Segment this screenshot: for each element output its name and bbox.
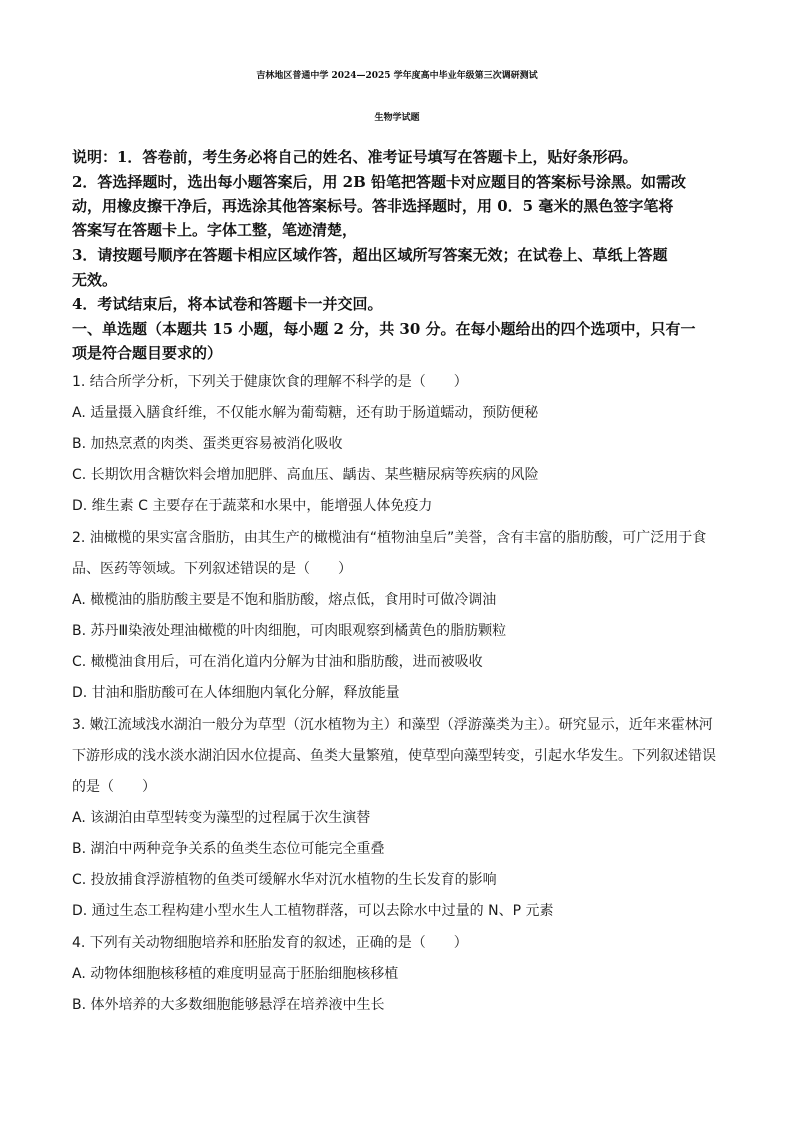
question-stem: 4. 下列有关动物细胞培养和胚胎发育的叙述，正确的是（ ） [72,935,468,951]
question-stem: 1. 结合所学分析，下列关于健康饮食的理解不科学的是（ ） [72,374,468,390]
question-option: B. 加热烹煮的肉类、蛋类更容易被消化吸收 [72,436,343,452]
question-option: B. 体外培养的大多数细胞能够悬浮在培养液中生长 [72,997,385,1013]
instruction-line: 答案写在答题卡上。字体工整，笔迹清楚， [72,221,358,239]
question-option: D. 维生素 C 主要存在于蔬菜和水果中，能增强人体免疫力 [72,498,433,514]
section-heading: 一、单选题（本题共 15 小题，每小题 2 分，共 30 分。在每小题给出的四个选项中，只有一 [72,320,696,338]
question-stem: 2. 油橄榄的果实富含脂肪，由其生产的橄榄油有“植物油皇后”美誉，含有丰富的脂肪酸，可广泛用于食 [72,530,707,546]
question-stem: 3. 嫩江流域浅水湖泊一般分为草型（沉水植物为主）和藻型（浮游藻类为主）。研究显示，近年来霍林河 [72,717,713,733]
question-option: B. 湖泊中两种竞争关系的鱼类生态位可能完全重叠 [72,841,385,857]
question-option: B. 苏丹Ⅲ染液处理油橄榄的叶肉细胞，可肉眼观察到橘黄色的脂肪颗粒 [72,623,507,639]
instruction-line: 3．请按题号顺序在答题卡相应区域作答，超出区域所写答案无效；在试卷上、草纸上答题 [72,246,668,264]
question-option: D. 通过生态工程构建小型水生人工植物群落，可以去除水中过量的 N、P 元素 [72,903,554,919]
question-option: C. 投放捕食浮游植物的鱼类可缓解水华对沉水植物的生长发育的影响 [72,872,497,888]
instruction-line: 说明：1．答卷前，考生务必将自己的姓名、准考证号填写在答题卡上，贴好条形码。 [72,148,638,166]
question-stem: 的是（ ） [72,779,156,795]
instruction-line: 动，用橡皮擦干净后，再选涂其他答案标号。答非选择题时，用 0．5 毫米的黑色签字笔将 [72,197,674,215]
instruction-line: 2．答选择题时，选出每小题答案后，用 2B 铅笔把答题卡对应题目的答案标号涂黑。如需改 [72,173,687,191]
question-option: A. 橄榄油的脂肪酸主要是不饱和脂肪酸，熔点低，食用时可做冷调油 [72,592,497,608]
question-option: A. 适量摄入膳食纤维，不仅能水解为葡萄糖，还有助于肠道蠕动，预防便秘 [72,405,539,421]
question-stem: 品、医药等领域。下列叙述错误的是（ ） [72,561,352,577]
question-option: C. 长期饮用含糖饮料会增加肥胖、高血压、龋齿、某些糖尿病等疾病的风险 [72,467,539,483]
question-option: C. 橄榄油食用后，可在消化道内分解为甘油和脂肪酸，进而被吸收 [72,654,483,670]
question-option: A. 该湖泊由草型转变为藻型的过程属于次生演替 [72,810,371,826]
question-option: A. 动物体细胞核移植的难度明显高于胚胎细胞核移植 [72,966,399,982]
instruction-line: 无效。 [72,271,118,289]
question-stem: 下游形成的浅水淡水湖泊因水位提高、鱼类大量繁殖，使草型向藻型转变，引起水华发生。下列叙述错误 [72,748,716,764]
exam-subtitle: 生物学试题 [374,113,420,123]
question-option: D. 甘油和脂肪酸可在人体细胞内氧化分解，释放能量 [72,685,400,701]
instruction-line: 4．考试结束后，将本试卷和答题卡一并交回。 [72,295,383,313]
section-heading: 项是符合题目要求的） [72,344,223,362]
exam-title: 吉林地区普通中学 2024—2025 学年度高中毕业年级第三次调研测试 [256,71,538,81]
